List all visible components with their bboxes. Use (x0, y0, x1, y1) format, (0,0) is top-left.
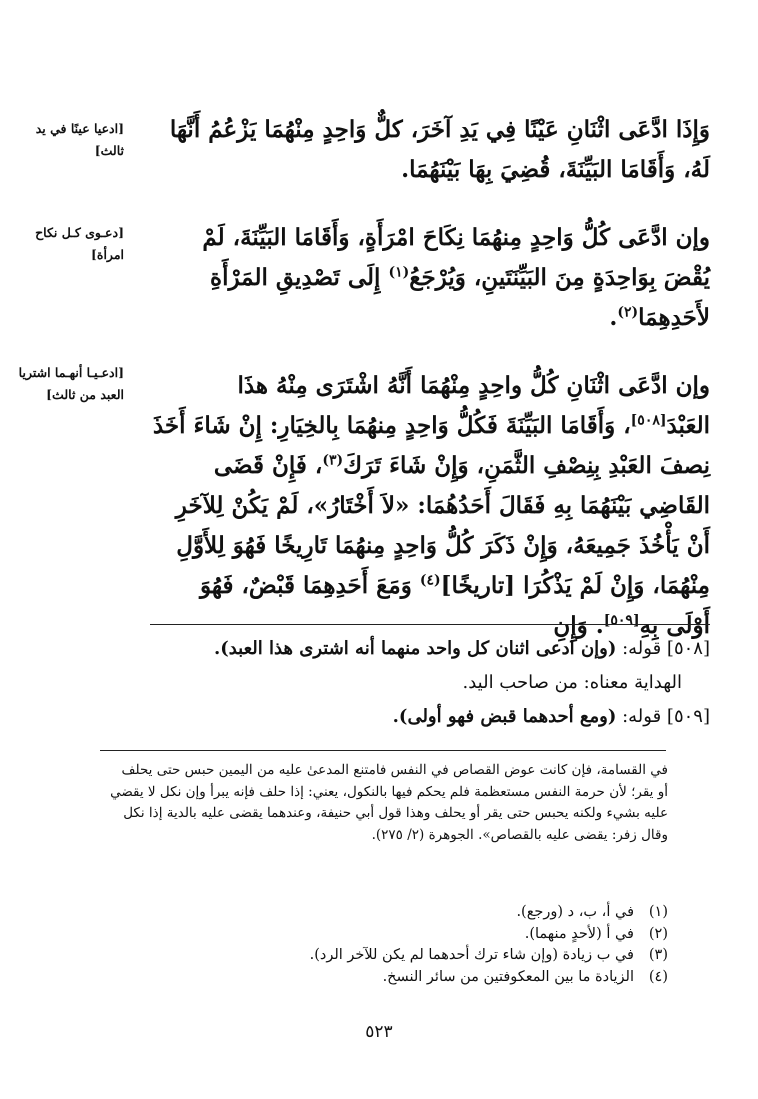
commentary-ref-508[interactable]: [٥٠٨] (630, 412, 667, 429)
side-note-3: [ادعـيـا أنهـما اشتريا العبد من ثالث] (18, 365, 124, 402)
main-paragraph-3 (152, 366, 710, 646)
paragraph-text: وإن ادَّعَى كُلُّ وَاحِدٍ مِنهُمَا نِكَاحَ امْرَأَةٍ، وَأَقَامَا البَيِّنَةَ، لَمْ يُقْضَ بِوَاحِدَةٍ مِنَ البَيِّنَتَينِ، وَيُرْجَعُ (202, 224, 710, 291)
footnote-list (108, 902, 668, 988)
footnote-continuation: في القسامة، فإن كانت عوض القصاص في النفس فامتنع المدعىٰ عليه من اليمين حبس حتى يحلف أو يقر؛ لأن حرمة النفس مستعظمة فلم يحكم فيها بالنكول، يعني: إذا حلف فإنه يبرأ وإن نكل لا يقضي عليه بشيء ولكنه يحبس حتى يقر أو يحلف وهذا قول أبي حنيفة، وعندهما يقضى عليه بالدية إذا نكل وقال زفر: يقضى عليه بالقصاص». الجوهرة (٢/ ٢٧٥). (110, 762, 668, 843)
commentary-block (110, 632, 710, 734)
footnote-text: الزيادة ما بين المعكوفتين من سائر النسخ. (382, 968, 634, 985)
commentary-text: الهداية معناه: من صاحب اليد. (462, 672, 682, 693)
footnote-3 (108, 945, 668, 967)
main-paragraph-1 (152, 110, 710, 190)
footnote-text: في ب زيادة (وإن شاء ترك أحدهما لم يكن للآخر الرد). (309, 947, 634, 963)
paragraph-text: . (609, 304, 618, 331)
commentary-divider (150, 624, 710, 625)
footnote-ref-4[interactable]: (٤) (419, 572, 441, 589)
footnote-number: (٢) (648, 925, 668, 942)
footnote-4 (108, 967, 668, 989)
footnote-ref-3[interactable]: (٣) (322, 452, 344, 469)
paragraph-text: وإن ادَّعَى اثْنَانِ كُلُّ واحِدٍ مِنْهُمَا أَنَّهُ اشْتَرَى مِنْهُ هذَا العَبْدَ (237, 372, 710, 439)
commentary-label: [٥٠٩] قوله: (616, 706, 710, 727)
footnote-number: (١) (648, 904, 668, 920)
main-paragraph-2 (152, 218, 710, 338)
paragraph-text: إِلَى تَصْدِيقِ المَرْأَةِ لأَحَدِهِمَا (210, 264, 710, 331)
footnote-ref-1[interactable]: (١) (388, 264, 410, 281)
footnote-ref-2[interactable]: (٢) (617, 304, 639, 321)
commentary-entry-note (110, 666, 710, 700)
commentary-label: [٥٠٨] قوله: (616, 638, 710, 659)
footnote-text: في أ (لأحدٍ منهما). (524, 925, 634, 942)
side-note-1: [ادعيا عينًا في يد ثالث] (35, 121, 124, 158)
paragraph-text: وَمَعَ أَحَدِهِمَا قَبْضٌ، فَهُوَ أَوْلَى بِهِ (200, 572, 710, 639)
footnote-number: (٤) (648, 968, 668, 985)
footnotes-divider (100, 750, 666, 751)
footnote-text: في أ، ب، د (ورجع). (516, 904, 634, 920)
page-number: ٥٢٣ (365, 1022, 393, 1042)
commentary-quote: (وإن ادعى اثنان كل واحد منهما أنه اشترى هذا العبد). (213, 638, 617, 659)
side-note-2: [دعـوى كـل نكاح امرأة] (35, 225, 124, 262)
footnote-number: (٣) (648, 947, 668, 963)
paragraph-text: ، وَأَقَامَا البَيِّنَةَ فَكُلُّ وَاحِدٍ مِنهُمَا بِالخِيَارِ: إِنْ شَاءَ أَخَذَ نِصفَ العَبْدِ بِنِصْفِ الثَّمَنِ، وَإِنْ شَاءَ تَرَكَ (152, 412, 710, 479)
commentary-entry-509 (110, 700, 710, 734)
paragraph-text: . وَإِنِ (553, 612, 604, 639)
paragraph-text: ، فَإِنْ قَضَى القَاضِي بَيْنَهُمَا بِهِ فَقَالَ أَحَدُهُمَا: «لاَ أَخْتَارُ»، لَمْ يَكُنْ لِلآخَرِ أَنْ يَأْخُذَ جَمِيعَهُ، وَإِنْ ذَكَرَ كُلُّ وَاحِدٍ مِنهُمَا تَارِيخًا فَهُوَ لِلأَوَّلِ مِنْهُمَا، وَإِنْ لَمْ يَذْكُرَا [تاريخًا] (175, 452, 710, 599)
footnote-2 (108, 924, 668, 946)
paragraph-text: وَإِذَا ادَّعَى اثْنَانِ عَيْنًا فِي يَدِ آخَرَ، كلٌّ وَاحِدٍ مِنْهُمَا يَزْعُمُ أَنَّهَا لَهُ، وَأَقَامَا البَيِّنَةَ، قُضِيَ بِهَا بَيْنَهُمَا. (169, 116, 710, 183)
commentary-quote: (ومع أحدهما قبض فهو أولى). (392, 706, 617, 727)
commentary-entry-508 (110, 632, 710, 666)
footnote-1 (108, 902, 668, 924)
commentary-ref-509[interactable]: [٥٠٩] (603, 612, 640, 629)
